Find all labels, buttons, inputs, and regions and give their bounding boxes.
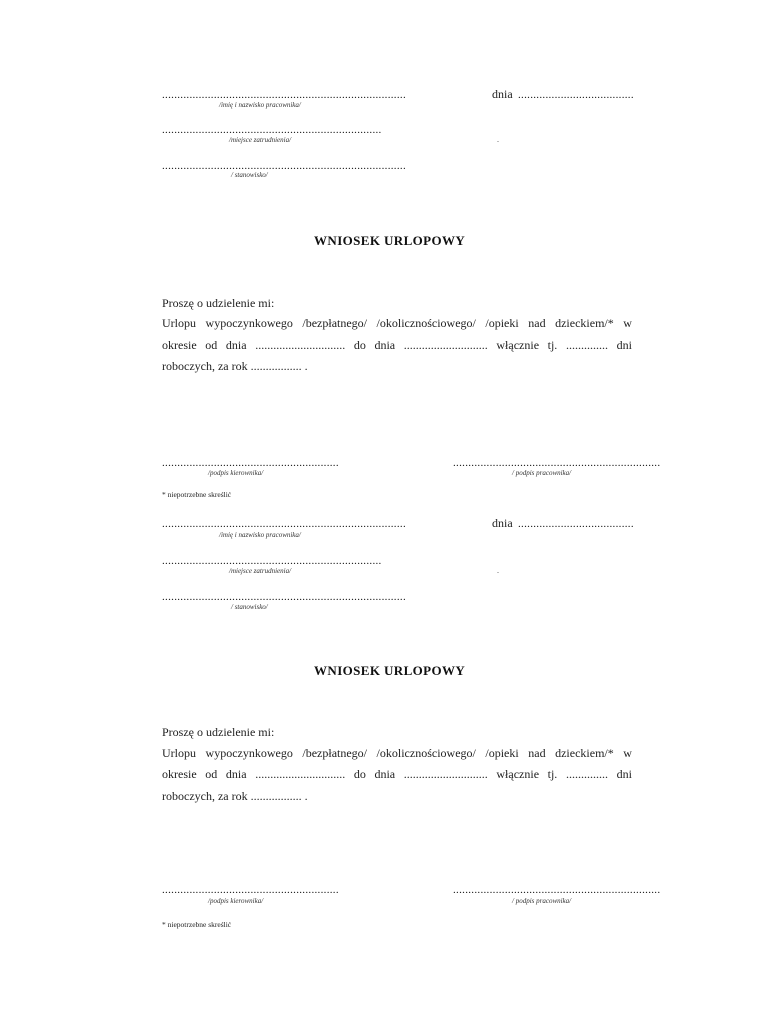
end-date-field[interactable]: ............................: [403, 767, 488, 781]
leave-types-line: [162, 746, 632, 760]
start-date-field[interactable]: ..............................: [255, 338, 346, 352]
manager-signature-caption: /podpis kierownika/: [208, 469, 264, 477]
days-count-field[interactable]: ..............: [565, 767, 608, 781]
request-line: Proszę o udzielenie mi:: [162, 725, 275, 739]
leave-word: Urlopu: [162, 316, 196, 330]
request-line: Proszę o udzielenie mi:: [162, 296, 275, 310]
leave-word: dzieckiem/*: [555, 316, 614, 330]
period-word: do: [353, 767, 366, 781]
days-year-line[interactable]: roboczych, za rok ................. .: [162, 789, 308, 803]
footnote: * niepotrzebne skreślić: [162, 920, 232, 929]
leave-word: dzieckiem/*: [555, 746, 614, 760]
date-field[interactable]: ......................................: [518, 518, 634, 530]
manager-signature-field[interactable]: ..........................................................: [162, 457, 339, 469]
period-word: od: [205, 767, 218, 781]
date-label: dnia: [492, 87, 513, 101]
position-field[interactable]: ................................................................................: [162, 160, 406, 172]
leave-word: w: [623, 746, 632, 760]
period-line: [162, 767, 632, 781]
employee-name-field[interactable]: ................................................................................: [162, 518, 406, 530]
scan-speck: .: [497, 566, 499, 575]
end-date-field[interactable]: ............................: [403, 338, 488, 352]
leave-word: /bezpłatnego/: [302, 746, 368, 760]
days-count-field[interactable]: ..............: [565, 338, 608, 352]
period-word: włącznie: [496, 767, 540, 781]
period-word: dnia: [374, 338, 396, 352]
leave-word: /okolicznościowego/: [376, 746, 476, 760]
employee-name-field[interactable]: ................................................................................: [162, 89, 406, 101]
period-word: od: [205, 338, 218, 352]
workplace-field[interactable]: ........................................................................: [162, 124, 382, 136]
form-title: WNIOSEK URLOPOWY: [314, 663, 466, 678]
employee-name-caption: /imię i nazwisko pracownika/: [219, 531, 301, 539]
leave-word: w: [623, 316, 632, 330]
manager-signature-caption: /podpis kierownika/: [208, 897, 264, 905]
employee-signature-caption: / podpis pracownika/: [512, 469, 572, 477]
footnote: * niepotrzebne skreślić: [162, 490, 232, 499]
leave-word: /bezpłatnego/: [302, 316, 368, 330]
period-word: okresie: [162, 767, 197, 781]
employee-signature-field[interactable]: ....................................................................: [453, 457, 661, 469]
days-year-line[interactable]: roboczych, za rok ................. .: [162, 359, 308, 373]
period-word: tj.: [547, 338, 558, 352]
manager-signature-field[interactable]: ..........................................................: [162, 884, 339, 896]
leave-word: wypoczynkowego: [205, 316, 293, 330]
employee-signature-caption: / podpis pracownika/: [512, 897, 572, 905]
leave-word: Urlopu: [162, 746, 196, 760]
leave-word: nad: [528, 746, 546, 760]
period-word: włącznie: [496, 338, 540, 352]
leave-word: nad: [528, 316, 546, 330]
period-word: do: [353, 338, 366, 352]
period-word: dnia: [225, 767, 247, 781]
period-word: dni: [616, 338, 632, 352]
start-date-field[interactable]: ..............................: [255, 767, 346, 781]
employee-signature-field[interactable]: ....................................................................: [453, 884, 661, 896]
period-word: dni: [616, 767, 632, 781]
employee-name-caption: /imię i nazwisko pracownika/: [219, 101, 301, 109]
period-word: dnia: [225, 338, 247, 352]
date-field[interactable]: ......................................: [518, 89, 634, 101]
scan-speck: .: [497, 135, 499, 144]
leave-word: /opieki: [485, 746, 519, 760]
date-label: dnia: [492, 516, 513, 530]
position-caption: / stanowisko/: [231, 171, 268, 179]
workplace-caption: /miejsce zatrudnienia/: [229, 136, 292, 144]
period-word: tj.: [547, 767, 558, 781]
leave-word: wypoczynkowego: [205, 746, 293, 760]
period-word: dnia: [374, 767, 396, 781]
position-caption: / stanowisko/: [231, 603, 268, 611]
period-word: okresie: [162, 338, 197, 352]
form-title: WNIOSEK URLOPOWY: [314, 233, 466, 248]
workplace-field[interactable]: ........................................................................: [162, 555, 382, 567]
leave-word: /opieki: [485, 316, 519, 330]
workplace-caption: /miejsce zatrudnienia/: [229, 567, 292, 575]
leave-word: /okolicznościowego/: [376, 316, 476, 330]
position-field[interactable]: ................................................................................: [162, 591, 406, 603]
